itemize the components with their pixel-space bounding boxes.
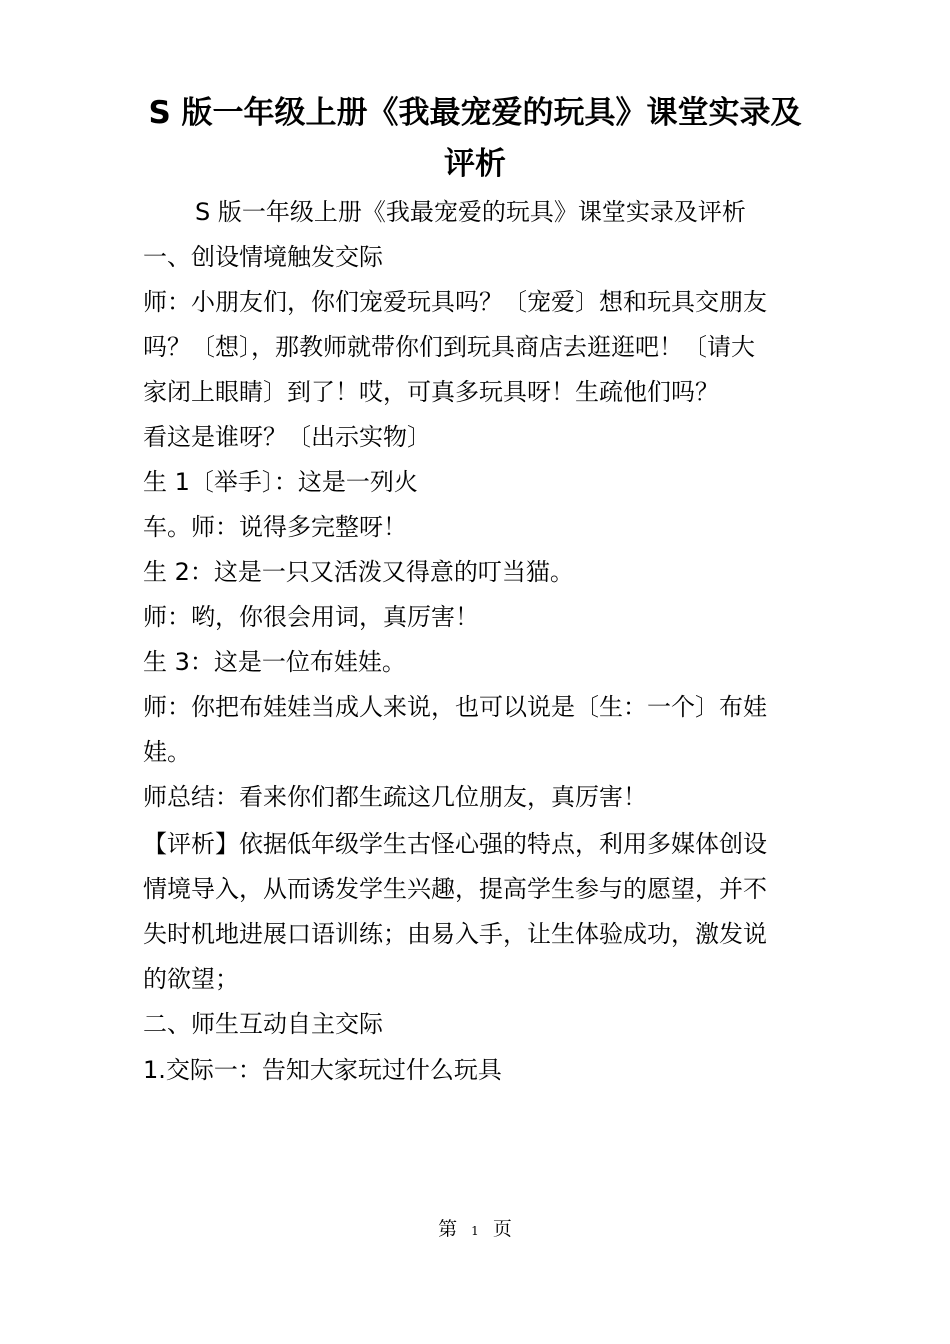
paragraph-line: 车。师：说得多完整呀！ [143,513,407,541]
paragraph-line: 师：你把布娃娃当成人来说，也可以说是〔生：一个〕布娃 [143,693,767,721]
analysis-line: 失时机地进展口语训练；由易入手，让生体验成功，激发说 [143,920,767,948]
page-footer [0,1214,950,1246]
document-title [140,88,810,190]
section-heading-2: 二、师生互动自主交际 [143,1010,383,1038]
paragraph-line: 吗？〔想〕，那教师就带你们到玩具商店去逛逛吧！〔请大 [143,333,755,361]
page-number: 1 [471,1224,479,1238]
paragraph-line: 师：小朋友们，你们宠爱玩具吗？〔宠爱〕想和玩具交朋友 [143,288,767,316]
paragraph-line: 师总结：看来你们都生疏这几位朋友，真厉害！ [143,783,647,811]
paragraph-line: 家闭上眼睛〕到了！哎，可真多玩具呀！生疏他们吗？ [143,378,719,406]
footer-prefix: 第 [438,1218,458,1240]
document-title-line-2: 评析 [444,146,506,182]
paragraph-line: 生 3：这是一位布娃娃。 [143,648,406,676]
subsection-heading: 1.交际一：告知大家玩过什么玩具 [143,1056,502,1084]
paragraph-line: 生 1〔举手〕：这是一列火 [143,468,418,496]
document-title-line-1: S 版一年级上册《我最宠爱的玩具》课堂实录及 [148,95,802,131]
paragraph-line: 看这是谁呀？〔出示实物〕 [143,423,431,451]
analysis-line: 【评析】依据低年级学生古怪心强的特点，利用多媒体创设 [143,830,767,858]
document-subtitle: S 版一年级上册《我最宠爱的玩具》课堂实录及评析 [195,198,746,226]
section-heading-1: 一、创设情境触发交际 [143,243,383,271]
paragraph-line: 师：哟，你很会用词，真厉害！ [143,603,479,631]
analysis-line: 情境导入，从而诱发学生兴趣，提高学生参与的愿望，并不 [143,875,767,903]
analysis-line: 的欲望； [143,965,239,993]
paragraph-line: 娃。 [143,738,191,766]
paragraph-line: 生 2：这是一只又活泼又得意的叮当猫。 [143,558,574,586]
footer-suffix: 页 [492,1218,512,1240]
